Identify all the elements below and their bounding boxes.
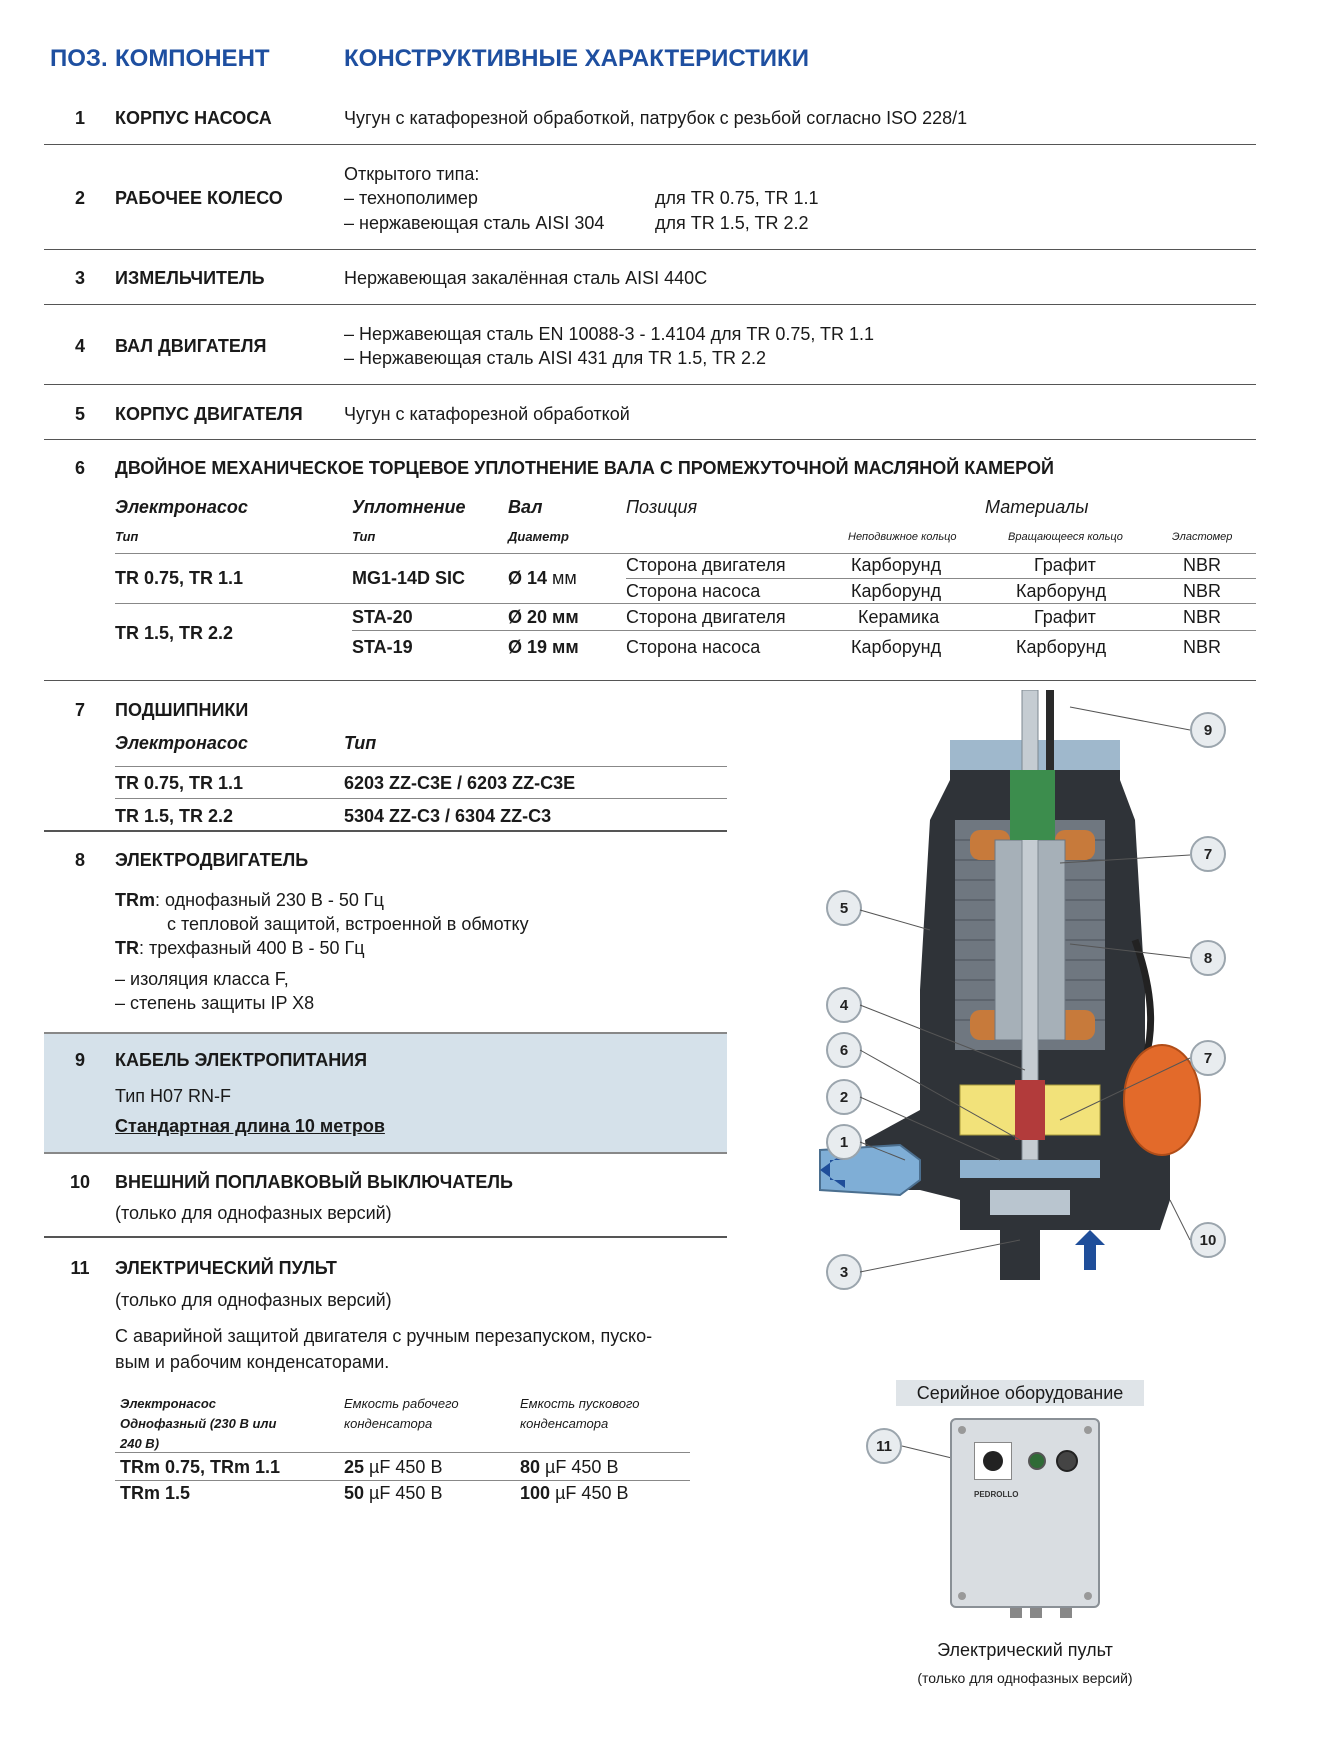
seal-position: Сторона насоса bbox=[626, 581, 761, 601]
component-desc: – нержавеющая сталь AISI 304 bbox=[344, 213, 605, 233]
callout-badge: 5 bbox=[826, 890, 862, 926]
callout-badge: 7 bbox=[1190, 836, 1226, 872]
callout-badge: 3 bbox=[826, 1254, 862, 1290]
col-header: Электронасос bbox=[115, 733, 248, 753]
motor-spec: – степень защиты IP X8 bbox=[115, 993, 315, 1013]
seal-type: STA-19 bbox=[352, 637, 413, 657]
col-subheader: Тип bbox=[352, 529, 376, 544]
col-subheader: Тип bbox=[115, 529, 139, 544]
callout-badge: 11 bbox=[866, 1428, 902, 1464]
divider bbox=[44, 249, 1256, 250]
callout-badge: 6 bbox=[826, 1032, 862, 1068]
elastomer: NBR bbox=[1183, 637, 1222, 657]
col-header: Материалы bbox=[985, 497, 1089, 517]
pump-model: TRm 0.75, TRm 1.1 bbox=[120, 1457, 281, 1477]
row-number: 3 bbox=[74, 268, 85, 288]
divider bbox=[115, 553, 1256, 554]
divider bbox=[626, 578, 1256, 579]
cable-length: Стандартная длина 10 метров bbox=[115, 1116, 385, 1136]
control-panel-box bbox=[950, 1418, 1100, 1608]
divider bbox=[44, 830, 727, 832]
seal-position: Сторона двигателя bbox=[626, 555, 786, 575]
callout-badge: 7 bbox=[1190, 1040, 1226, 1076]
fixed-ring: Керамика bbox=[858, 607, 940, 627]
seal-type: MG1-14D SIC bbox=[352, 568, 466, 588]
trm-desc2: с тепловой защитой, встроенной в обмотку bbox=[167, 914, 529, 934]
divider bbox=[115, 766, 727, 767]
component-desc: для TR 1.5, TR 2.2 bbox=[655, 213, 809, 233]
row-number: 10 bbox=[69, 1172, 91, 1192]
component-name: КОРПУС ДВИГАТЕЛЯ bbox=[115, 404, 303, 424]
col-header: Позиция bbox=[626, 497, 698, 517]
brand-logo: PEDROLLO bbox=[974, 1490, 1019, 1499]
callout-badge: 10 bbox=[1190, 1222, 1226, 1258]
float-switch bbox=[1124, 1045, 1200, 1155]
elastomer: NBR bbox=[1183, 607, 1222, 627]
rotating-ring: Карборунд bbox=[1016, 637, 1107, 657]
selector-knob-icon bbox=[983, 1451, 1003, 1471]
cap-header: конденсатора bbox=[344, 1416, 433, 1431]
fixed-ring: Карборунд bbox=[851, 555, 942, 575]
panel-caption: Электрический пульт bbox=[937, 1640, 1113, 1660]
callout-badge: 4 bbox=[826, 987, 862, 1023]
inlet-arrow-icon bbox=[1075, 1230, 1105, 1270]
divider bbox=[115, 603, 1256, 604]
row-number: 8 bbox=[74, 850, 85, 870]
row-number: 2 bbox=[74, 188, 85, 208]
cap-header: Однофазный (230 В или bbox=[120, 1416, 277, 1431]
bearing-type: 5304 ZZ-C3 / 6304 ZZ-C3 bbox=[344, 806, 552, 826]
start-cap: 80 bbox=[520, 1457, 541, 1477]
divider bbox=[115, 1452, 690, 1453]
callout-badge: 8 bbox=[1190, 940, 1226, 976]
cap-unit: µF 450 В bbox=[369, 1457, 443, 1477]
col-subheader: Эластомер bbox=[1172, 531, 1233, 543]
col-subheader: Вращающееся кольцо bbox=[1008, 531, 1123, 543]
callout-badge: 2 bbox=[826, 1079, 862, 1115]
component-name: РАБОЧЕЕ КОЛЕСО bbox=[115, 188, 283, 208]
component-desc: Чугун с катафорезной обработкой, патрубок с резьбой согласно ISO 228/1 bbox=[344, 108, 968, 128]
cable-type: Тип H07 RN-F bbox=[115, 1086, 232, 1106]
divider bbox=[44, 384, 1256, 385]
cap-header: 240 В) bbox=[120, 1436, 160, 1451]
panel-caption-sub: (только для однофазных версий) bbox=[917, 1670, 1133, 1686]
screw-icon bbox=[958, 1592, 966, 1600]
row-number: 5 bbox=[74, 404, 85, 424]
col-header: Электронасос bbox=[115, 497, 248, 517]
screw-icon bbox=[1084, 1426, 1092, 1434]
shaft-unit: мм bbox=[552, 568, 577, 588]
component-desc: – Нержавеющая сталь AISI 431 для TR 1.5, TR 2.2 bbox=[344, 348, 766, 368]
shaft-diameter: Ø 14 bbox=[508, 568, 548, 588]
cap-header: конденсатора bbox=[520, 1416, 609, 1431]
component-desc: (только для однофазных версий) bbox=[115, 1290, 392, 1310]
trm-label: TRm bbox=[115, 890, 155, 910]
component-name: ВАЛ ДВИГАТЕЛЯ bbox=[115, 336, 267, 356]
divider bbox=[44, 1236, 727, 1238]
cap-header: Емкость рабочего bbox=[344, 1396, 459, 1411]
pump-model: TR 1.5, TR 2.2 bbox=[115, 806, 234, 826]
component-name: ЭЛЕКТРОДВИГАТЕЛЬ bbox=[115, 850, 309, 870]
seal-type: STA-20 bbox=[352, 607, 413, 627]
cable-gland-icon bbox=[1060, 1608, 1072, 1618]
elastomer: NBR bbox=[1183, 555, 1222, 575]
component-desc: Чугун с катафорезной обработкой bbox=[344, 404, 630, 424]
seal-position: Сторона насоса bbox=[626, 637, 761, 657]
callout-badge: 1 bbox=[826, 1124, 862, 1160]
col-header: Уплотнение bbox=[352, 497, 466, 517]
col-subheader: Неподвижное кольцо bbox=[848, 531, 957, 543]
component-desc: – технополимер bbox=[344, 188, 478, 208]
green-indicator-icon bbox=[1028, 1452, 1046, 1470]
bearing-type: 6203 ZZ-C3E / 6203 ZZ-C3E bbox=[344, 773, 576, 793]
run-cap: 50 bbox=[344, 1483, 365, 1503]
row-number: 11 bbox=[70, 1258, 90, 1278]
pump-model: TR 0.75, TR 1.1 bbox=[115, 568, 244, 588]
selector-switch bbox=[974, 1442, 1012, 1480]
component-desc: Открытого типа: bbox=[344, 164, 480, 184]
component-desc: Нержавеющая закалённая сталь AISI 440C bbox=[344, 268, 708, 288]
rotating-ring: Карборунд bbox=[1016, 581, 1107, 601]
screw-icon bbox=[958, 1426, 966, 1434]
component-desc: С аварийной защитой двигателя с ручным перезапуском, пуско- bbox=[115, 1326, 653, 1346]
col-header: Вал bbox=[508, 497, 543, 517]
divider bbox=[44, 304, 1256, 305]
shaft-diameter: Ø 19 мм bbox=[508, 637, 579, 657]
divider bbox=[115, 798, 727, 799]
cable-gland-icon bbox=[1010, 1608, 1022, 1618]
shaft-diameter: Ø 20 мм bbox=[508, 607, 579, 627]
component-desc: (только для однофазных версий) bbox=[115, 1203, 392, 1223]
motor-spec: – изоляция класса F, bbox=[115, 969, 289, 989]
pump-model: TR 1.5, TR 2.2 bbox=[115, 623, 234, 643]
cap-header: Электронасос bbox=[120, 1396, 217, 1411]
divider bbox=[44, 439, 1256, 440]
cable-gland-icon bbox=[1030, 1608, 1042, 1618]
rotating-ring: Графит bbox=[1034, 555, 1096, 575]
fixed-ring: Карборунд bbox=[851, 581, 942, 601]
component-name: ПОДШИПНИКИ bbox=[115, 700, 249, 720]
callout-badge: 9 bbox=[1190, 712, 1226, 748]
rotating-ring: Графит bbox=[1034, 607, 1096, 627]
serial-equipment-label: Серийное оборудование bbox=[896, 1380, 1144, 1406]
component-name: ЭЛЕКТРИЧЕСКИЙ ПУЛЬТ bbox=[115, 1258, 337, 1278]
divider bbox=[352, 630, 1256, 631]
cap-unit: µF 450 В bbox=[545, 1457, 619, 1477]
fixed-ring: Карборунд bbox=[851, 637, 942, 657]
header-pos: ПОЗ. bbox=[50, 45, 108, 72]
component-desc: для TR 0.75, TR 1.1 bbox=[655, 188, 819, 208]
elastomer: NBR bbox=[1183, 581, 1222, 601]
start-cap: 100 bbox=[520, 1483, 551, 1503]
tr-desc: : трехфазный 400 В - 50 Гц bbox=[139, 938, 365, 958]
row-number: 9 bbox=[74, 1050, 85, 1070]
col-header: Тип bbox=[344, 733, 377, 753]
row-number: 4 bbox=[74, 336, 85, 356]
seal-position: Сторона двигателя bbox=[626, 607, 786, 627]
col-subheader: Диаметр bbox=[508, 529, 569, 544]
pump-model: TR 0.75, TR 1.1 bbox=[115, 773, 244, 793]
cap-header: Емкость пускового bbox=[520, 1396, 640, 1411]
row-number: 6 bbox=[74, 458, 85, 478]
divider bbox=[44, 680, 1256, 681]
component-name: ДВОЙНОЕ МЕХАНИЧЕСКОЕ ТОРЦЕВОЕ УПЛОТНЕНИЕ ВАЛА С ПРОМЕЖУТОЧНОЙ МАСЛЯНОЙ КАМЕРОЙ bbox=[115, 458, 1054, 478]
component-name: КОРПУС НАСОСА bbox=[115, 108, 272, 128]
component-desc: вым и рабочим конденсаторами. bbox=[115, 1352, 390, 1372]
row-number: 1 bbox=[74, 108, 85, 128]
divider bbox=[44, 144, 1256, 145]
cap-unit: µF 450 В bbox=[369, 1483, 443, 1503]
run-cap: 25 bbox=[344, 1457, 365, 1477]
row-number: 7 bbox=[74, 700, 85, 720]
screw-icon bbox=[1084, 1592, 1092, 1600]
trm-desc: : однофазный 230 В - 50 Гц bbox=[155, 890, 384, 910]
pump-model: TRm 1.5 bbox=[120, 1483, 191, 1503]
cable-gland bbox=[1010, 770, 1055, 840]
component-name: ИЗМЕЛЬЧИТЕЛЬ bbox=[115, 268, 265, 288]
component-name: КАБЕЛЬ ЭЛЕКТРОПИТАНИЯ bbox=[115, 1050, 368, 1070]
component-desc: – Нержавеющая сталь EN 10088-3 - 1.4104 для TR 0.75, TR 1.1 bbox=[344, 324, 875, 344]
tr-label: TR bbox=[115, 938, 139, 958]
header-component: КОМПОНЕНТ bbox=[115, 45, 270, 72]
pump-cross-section-illustration bbox=[790, 690, 1240, 1350]
component-name: ВНЕШНИЙ ПОПЛАВКОВЫЙ ВЫКЛЮЧАТЕЛЬ bbox=[115, 1172, 513, 1192]
cap-unit: µF 450 В bbox=[555, 1483, 629, 1503]
header-specs: КОНСТРУКТИВНЫЕ ХАРАКТЕРИСТИКИ bbox=[344, 45, 809, 72]
reset-button-icon bbox=[1056, 1450, 1078, 1472]
divider bbox=[115, 1480, 690, 1481]
